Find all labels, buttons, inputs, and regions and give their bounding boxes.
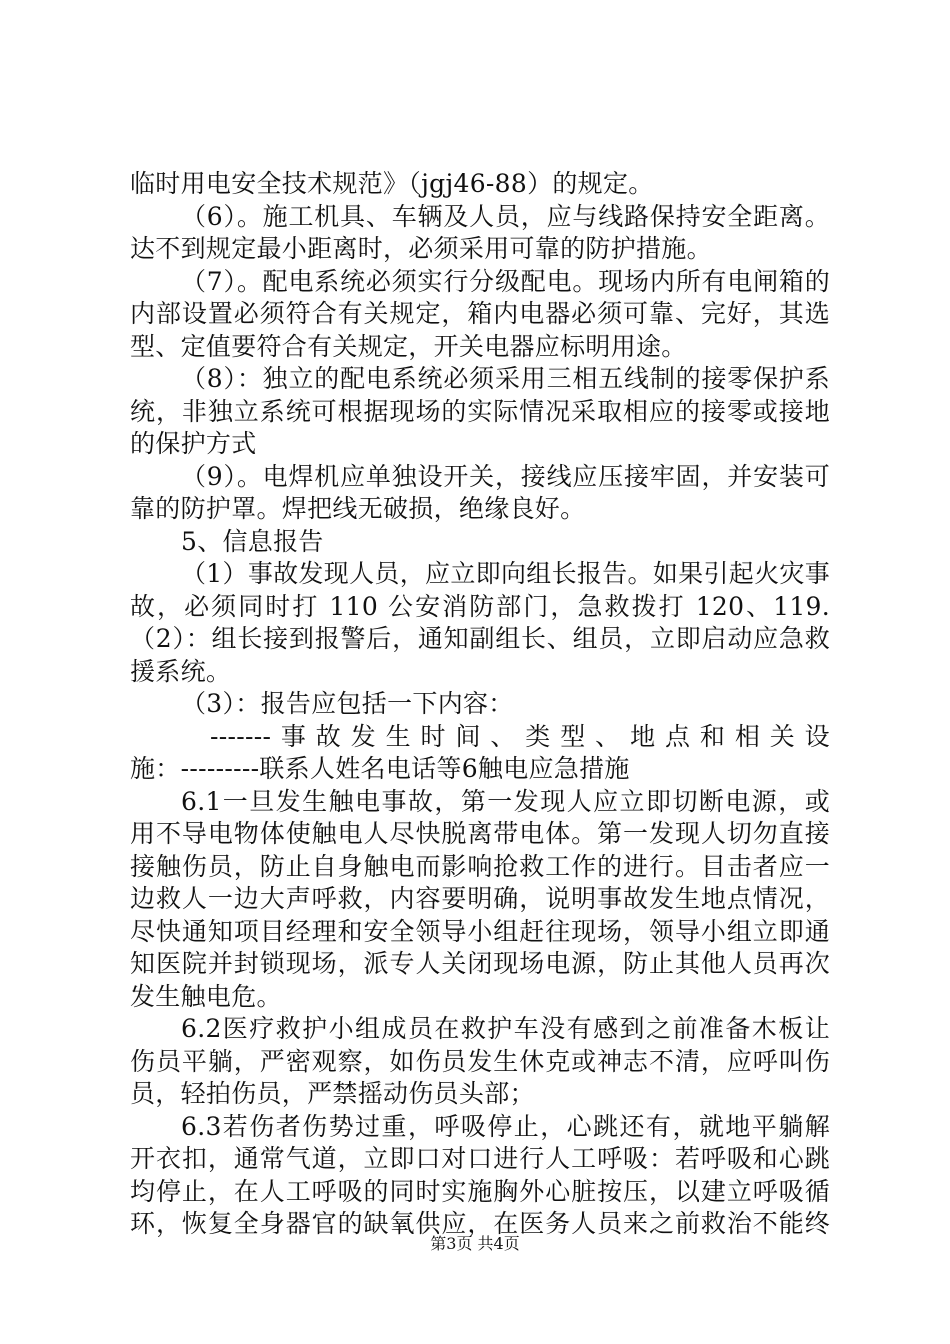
text-line: 6.2医疗救护小组成员在救护车没有感到之前准备木板让: [181, 1014, 830, 1043]
text-line: 施：---------联系人姓名电话等6触电应急措施: [130, 754, 630, 783]
text-line: 均停止，在人工呼吸的同时实施胸外心脏按压，以建立呼吸循: [130, 1176, 830, 1206]
text-line: 统，非独立系统可根据现场的实际情况采取相应的接零或接地: [130, 396, 830, 426]
text-line: 内部设置必须符合有关规定，箱内电器必须可靠、完好，其选: [130, 299, 830, 328]
text-line: 型、定值要符合有关规定，开关电器应标明用途。: [130, 331, 687, 361]
text-line: 6.1一旦发生触电事故，第一发现人应立即切断电源，或: [181, 786, 830, 816]
text-line: 员，轻拍伤员，严禁摇动伤员头部；: [130, 1079, 535, 1108]
text-line: 开衣扣，通常气道，立即口对口进行人工呼吸：若呼吸和心跳: [130, 1144, 830, 1173]
text-line: 达不到规定最小距离时，必须采用可靠的防护措施。: [130, 234, 712, 263]
text-line: 故，必须同时打 110 公安消防部门，急救拨打 120、119.: [130, 591, 830, 621]
text-line: 6.3若伤者伤势过重，呼吸停止，心跳还有，就地平躺解: [181, 1111, 830, 1141]
text-line: 环，恢复全身器官的缺氧供应，在医务人员来之前救治不能终: [130, 1209, 830, 1238]
text-line: 知医院并封锁现场，派专人关闭现场电源，防止其他人员再次: [130, 949, 830, 978]
text-line: 用不导电物体使触电人尽快脱离带电体。第一发现人切勿直接: [130, 819, 830, 848]
text-line: 边救人一边大声呼救，内容要明确，说明事故发生地点情况，: [130, 884, 830, 913]
text-line: （7）。配电系统必须实行分级配电。现场内所有电闸箱的: [181, 266, 830, 296]
text-line: 靠的防护罩。焊把线无破损，绝缘良好。: [130, 494, 586, 523]
text-line: 临时用电安全技术规范》（jgj46-88）的规定。: [130, 169, 654, 198]
text-line: 的保护方式: [130, 429, 257, 458]
page-footer: 第3页 共4页: [430, 1234, 520, 1253]
text-line: 5、信息报告: [181, 526, 324, 556]
text-line: 接触伤员，防止自身触电而影响抢救工作的进行。目击者应一: [130, 851, 830, 881]
text-line: （3）：报告应包括一下内容：: [181, 689, 514, 718]
text-line: （9）。电焊机应单独设开关，接线应压接牢固，并安装可: [181, 461, 830, 491]
text-line: 发生触电危。: [130, 981, 282, 1011]
text-line: （1）事故发现人员，应立即向组长报告。如果引起火灾事: [181, 559, 830, 588]
text-line: （2）：组长接到报警后，通知副组长、组员，立即启动应急救: [130, 624, 830, 653]
text-line: （6）。施工机具、车辆及人员，应与线路保持安全距离。: [181, 201, 830, 231]
text-line: （8）：独立的配电系统必须采用三相五线制的接零保护系: [181, 364, 830, 393]
document-body: [130, 168, 830, 1241]
text-line: 援系统。: [130, 656, 232, 686]
text-line: 伤员平躺，严密观察，如伤员发生休克或神志不清，应呼叫伤: [130, 1046, 830, 1076]
text-line: -------事故发生时间、类型、地点和相关设: [210, 721, 830, 751]
text-line: 尽快通知项目经理和安全领导小组赶往现场，领导小组立即通: [130, 916, 830, 946]
